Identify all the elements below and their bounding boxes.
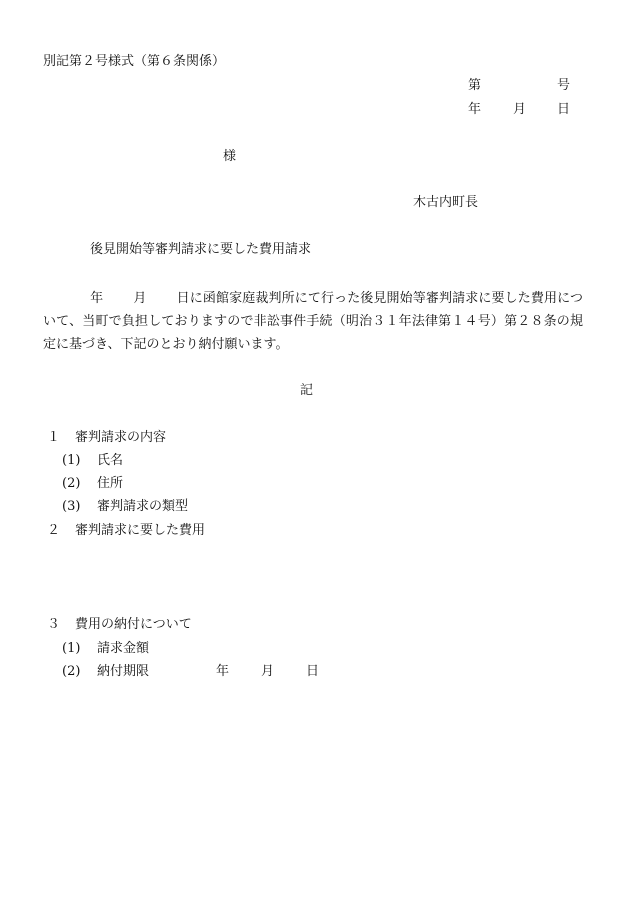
body-text: 日に函館家庭裁判所にて行った後見開始等審判請求に要した費用について、当町で負担しておりますので非訟事件手続（明治３１年法律第１４号）第２８条の規定に基づき、下記のとおり納付願います。 xyxy=(43,291,583,352)
item-1-2-number: (2) xyxy=(62,476,81,491)
item-3-1-label: 請求金額 xyxy=(97,641,150,656)
deadline-month: 月 xyxy=(261,664,275,679)
form-label: 別記第２号様式（第６条関係） xyxy=(43,54,226,69)
date-year: 年 xyxy=(468,102,482,117)
doc-number-prefix: 第 xyxy=(468,78,482,93)
addressee-honorific: 様 xyxy=(223,149,237,164)
section-2-number: ２ xyxy=(47,523,61,538)
section-1-number: １ xyxy=(47,430,61,445)
item-1-2-label: 住所 xyxy=(97,476,124,491)
deadline-day: 日 xyxy=(306,664,320,679)
sender-name: 木古内町長 xyxy=(413,195,479,210)
item-1-3-number: (3) xyxy=(62,499,81,514)
section-3-label: 費用の納付について xyxy=(75,617,192,632)
ki-heading: 記 xyxy=(300,383,314,398)
item-3-1-number: (1) xyxy=(62,641,81,656)
item-1-3-label: 審判請求の類型 xyxy=(97,499,189,514)
date-day: 日 xyxy=(557,102,571,117)
section-1-label: 審判請求の内容 xyxy=(75,430,167,445)
doc-number-suffix: 号 xyxy=(557,78,571,93)
item-3-2-number: (2) xyxy=(62,664,81,679)
body-month: 月 xyxy=(133,291,147,306)
body-year: 年 xyxy=(90,291,104,306)
document-subject: 後見開始等審判請求に要した費用請求 xyxy=(90,242,312,257)
section-3-number: ３ xyxy=(47,617,61,632)
body-paragraph xyxy=(43,287,583,356)
item-1-1-label: 氏名 xyxy=(97,453,124,468)
item-3-2-label: 納付期限 xyxy=(97,664,150,679)
item-1-1-number: (1) xyxy=(62,453,81,468)
date-month: 月 xyxy=(513,102,527,117)
deadline-year: 年 xyxy=(216,664,230,679)
section-2-label: 審判請求に要した費用 xyxy=(75,523,206,538)
